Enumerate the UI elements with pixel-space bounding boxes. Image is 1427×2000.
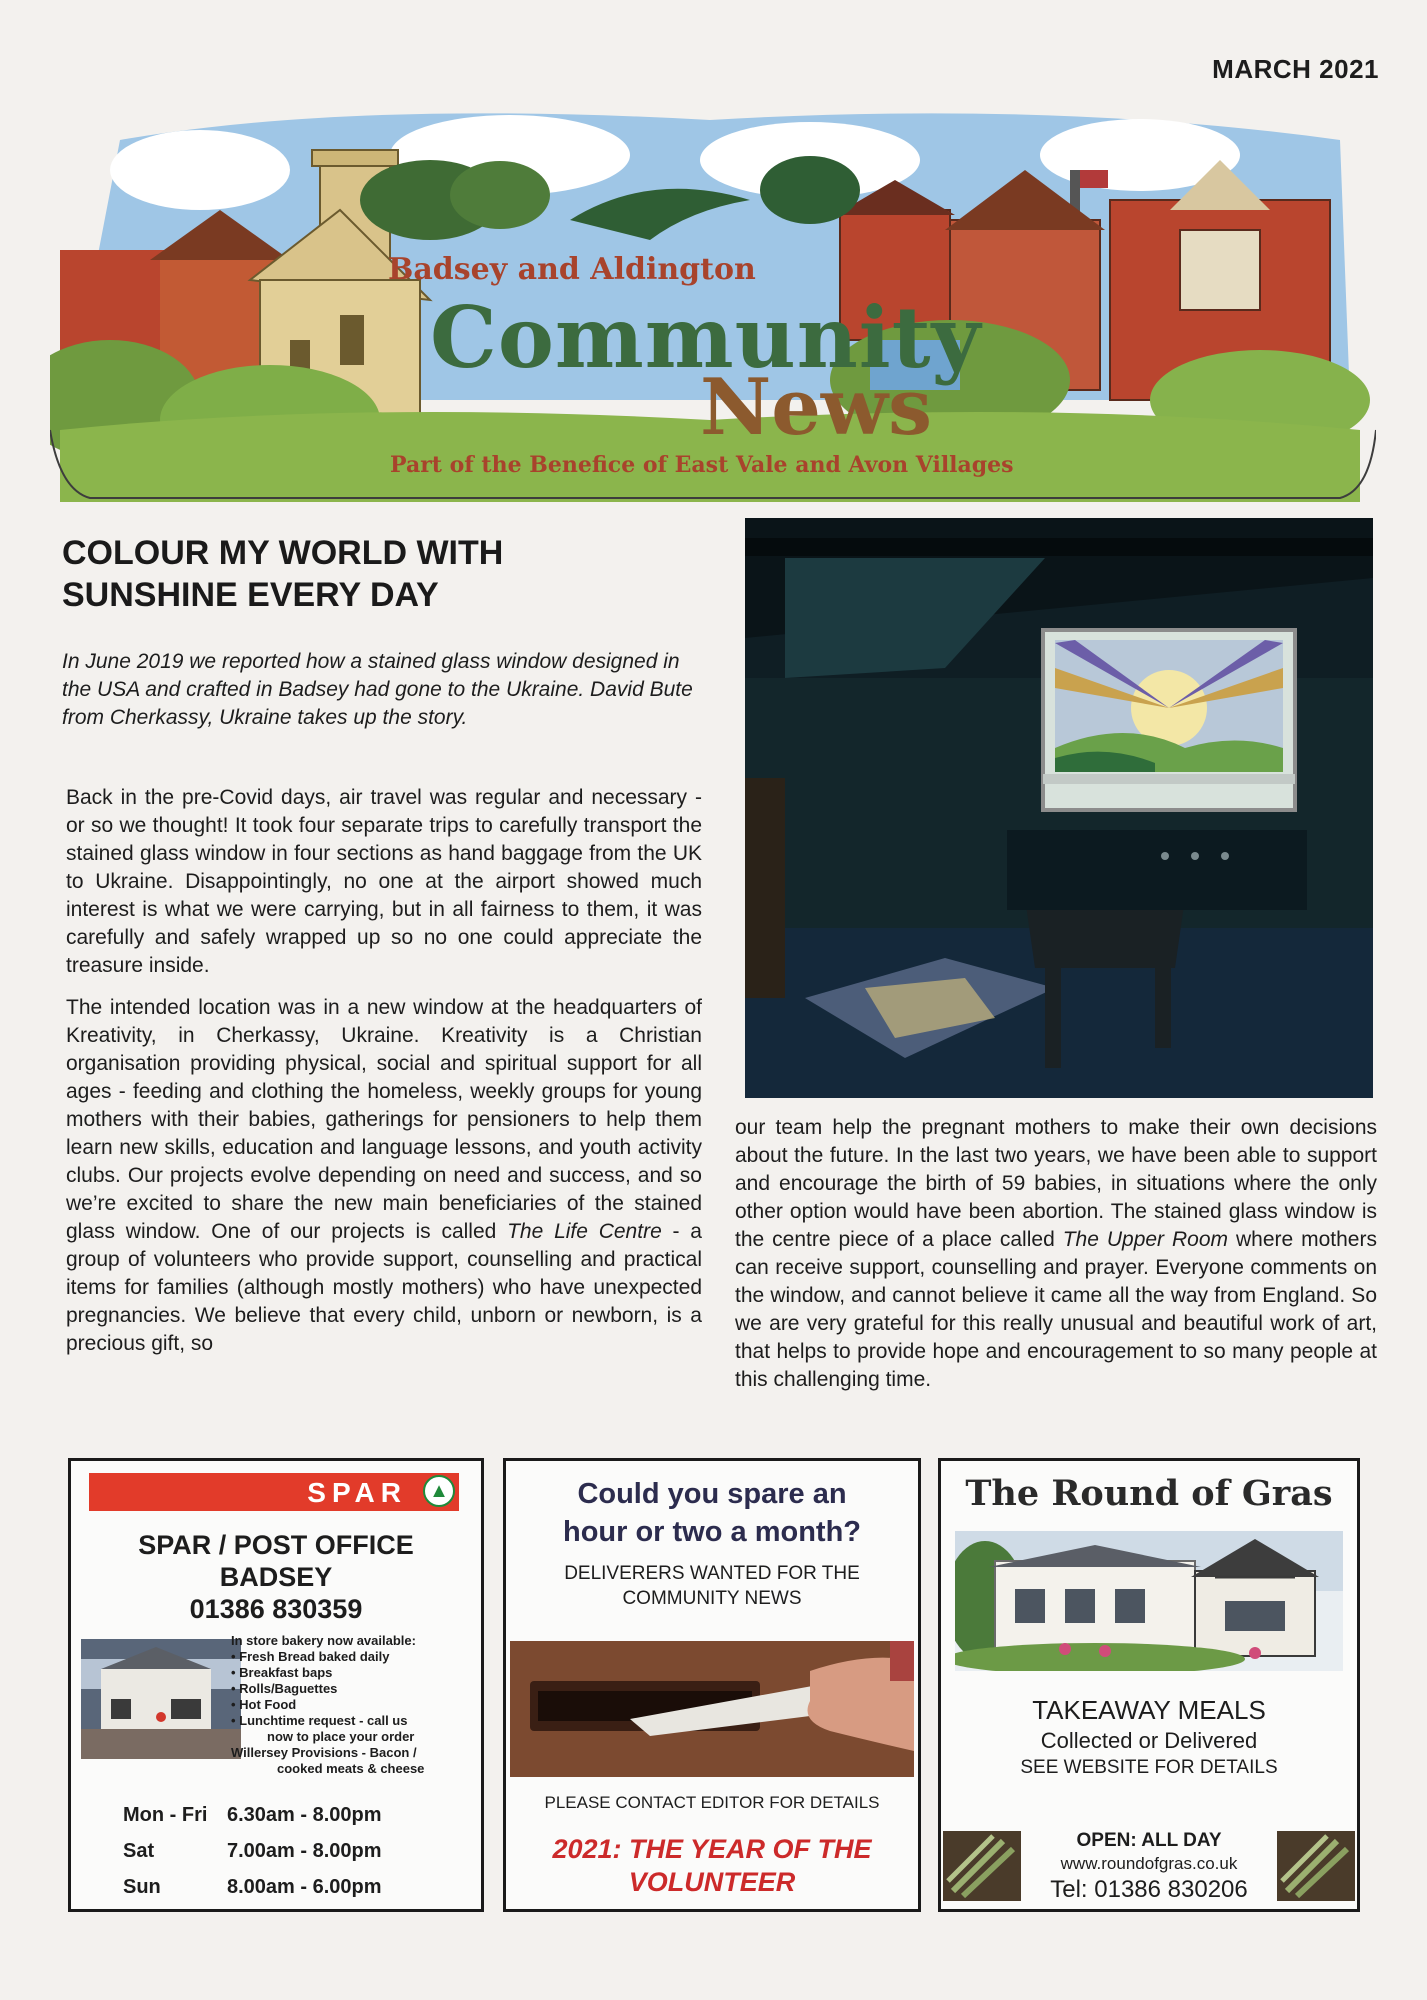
para2-text-b: - a group of volunteers who provide support, counselling and practical items for families (although mostly mothers) who have unexpected pregnancies. We believe that every child, unborn or newborn, is a precious gift, so (66, 1220, 702, 1355)
volunteer-slogan-line-2: VOLUNTEER (628, 1867, 796, 1897)
hours-time: 6.30am - 8.00pm (227, 1804, 382, 1826)
volunteer-contact: PLEASE CONTACT EDITOR FOR DETAILS (544, 1793, 880, 1812)
volunteer-subheading (506, 1561, 918, 1611)
masthead-tagline: Part of the Benefice of East Vale and Avon Villages (390, 452, 1014, 478)
spar-bakery-heading: In store bakery now available: (231, 1633, 416, 1648)
issue-date: MARCH 2021 (1212, 54, 1379, 84)
letterbox-photo (510, 1641, 914, 1777)
spar-bakery-item: • Lunchtime request - call us (231, 1713, 408, 1728)
spar-bakery-item: • Breakfast baps (231, 1665, 333, 1680)
col2-text-a: our team help the pregnant mothers to make their own decisions about the future. In the last two years, we have been able to support and encourage the birth of 59 babies, in situations where the only other option would have been abortion. The stained glass window is the centre piece of a place called (735, 1116, 1377, 1251)
stained-glass-photo (745, 518, 1373, 1098)
volunteer-sub-line-2: COMMUNITY NEWS (622, 1588, 802, 1609)
hours-time: 8.00am - 6.00pm (227, 1876, 382, 1898)
spar-title-line-2: BADSEY (219, 1562, 333, 1592)
masthead-title-news: News (700, 362, 932, 453)
gras-opening: OPEN: ALL DAY (1076, 1830, 1222, 1851)
gras-website[interactable]: www.roundofgras.co.uk (1060, 1854, 1238, 1873)
hours-day: Sat (123, 1840, 155, 1862)
para2-project-name: The Life Centre (507, 1220, 662, 1243)
spar-phone: 01386 830359 (189, 1594, 363, 1624)
volunteer-sub-line-1: DELIVERERS WANTED FOR THE (564, 1563, 860, 1584)
col2-text-b: where mothers can receive support, counselling and prayer. Everyone comments on the window, and cannot believe it came all the way from England. So we are very grateful for this really unusual and beautiful work of art, that helps to provide hope and encouragement to so many people at this challenging time. (735, 1228, 1377, 1391)
hours-day: Mon - Fri (123, 1804, 208, 1826)
hours-row (123, 1797, 463, 1833)
hours-row (123, 1869, 463, 1905)
article-paragraph-2 (66, 994, 702, 1358)
headline-line-2: SUNSHINE EVERY DAY (62, 576, 439, 614)
masthead (50, 100, 1376, 502)
gras-title: The Round of Gras (965, 1473, 1333, 1514)
upper-room-photo-illustration (745, 518, 1373, 1098)
para2-text-a: The intended location was in a new window at the headquarters of Kreativity, in Cherkassy, Ukraine. Kreativity is a Christian organisation providing physical, social and spiritual support for all ages - feeding and clothing the homeless, weekly groups for young mothers with their babies, gatherings for pensioners to help them learn new skills, education and language lessons, and youth activity clubs. Our projects evolve depending on need and success, and so we’re excited to share the new main beneficiaries of the stained glass window. One of our projects is called (66, 996, 702, 1243)
col2-place-name: The Upper Room (1062, 1228, 1229, 1251)
asparagus-illustration (943, 1831, 1021, 1901)
hours-day: Sun (123, 1876, 161, 1898)
article-headline (62, 532, 662, 616)
hours-row (123, 1833, 463, 1869)
spar-opening-hours (123, 1797, 463, 1905)
volunteer-heading-line-2: hour or two a month? (562, 1516, 861, 1548)
article-column-1 (66, 784, 702, 1372)
spar-bakery-item: • Hot Food (231, 1697, 297, 1712)
article-column-2 (735, 1114, 1377, 1394)
hours-time: 7.00am - 8.00pm (227, 1840, 382, 1862)
gras-details (941, 1693, 1357, 1781)
spar-bakery-item: Willersey Provisions - Bacon / (231, 1745, 417, 1760)
spar-advert (68, 1458, 484, 1912)
spar-bakery-list (231, 1633, 461, 1777)
article-paragraph-1: Back in the pre-Covid days, air travel was regular and necessary - or so we thought! It took four separate trips to carefully transport the stained glass window in four sections as hand baggage from the UK to Ukraine. Disappointingly, no one at the airport showed much interest is what we were carrying, but in all fairness to them, it was carefully and safely wrapped up so no one could appreciate the treasure inside. (66, 786, 702, 977)
masthead-subtitle: Badsey and Aldington (388, 252, 756, 287)
masthead-title-community: Community (430, 288, 982, 387)
pub-photo (955, 1531, 1343, 1671)
spar-bakery-item: • Fresh Bread baked daily (231, 1649, 390, 1664)
spar-shop-photo (81, 1639, 241, 1759)
spar-title (71, 1529, 481, 1625)
volunteer-heading (506, 1475, 918, 1551)
shop-illustration (81, 1639, 241, 1759)
spar-tree-icon: ▲ (423, 1475, 455, 1507)
pub-illustration (955, 1531, 1343, 1671)
headline-line-1: COLOUR MY WORLD WITH (62, 534, 504, 572)
volunteer-heading-line-1: Could you spare an (577, 1478, 847, 1510)
asparagus-image-left (943, 1831, 1021, 1901)
gras-website-note: SEE WEBSITE FOR DETAILS (1020, 1757, 1278, 1778)
volunteer-advert (503, 1458, 921, 1912)
volunteer-slogan-line-1: 2021: THE YEAR OF THE (552, 1834, 872, 1864)
volunteer-slogan (506, 1833, 918, 1899)
gras-contact (1021, 1829, 1277, 1905)
spar-bakery-item: • Rolls/Baguettes (231, 1681, 338, 1696)
spar-bakery-item: now to place your order (267, 1729, 415, 1744)
asparagus-image-right (1277, 1831, 1355, 1901)
spar-bakery-item: cooked meats & cheese (277, 1761, 425, 1776)
asparagus-illustration (1277, 1831, 1355, 1901)
article-paragraph-3 (735, 1114, 1377, 1394)
round-of-gras-advert (938, 1458, 1360, 1912)
gras-takeaway: TAKEAWAY MEALS (1032, 1695, 1266, 1725)
gras-collected: Collected or Delivered (1040, 1728, 1258, 1753)
spar-logo: SPAR (307, 1477, 407, 1508)
article-standfirst: In June 2019 we reported how a stained glass window designed in the USA and crafted in Badsey had gone to the Ukraine. David Bute from Cherkassy, Ukraine takes up the story. (62, 650, 693, 729)
letterbox-illustration (510, 1641, 914, 1777)
spar-title-line-1: SPAR / POST OFFICE (138, 1530, 414, 1560)
spar-banner (89, 1473, 459, 1511)
gras-phone: Tel: 01386 830206 (1050, 1876, 1248, 1903)
